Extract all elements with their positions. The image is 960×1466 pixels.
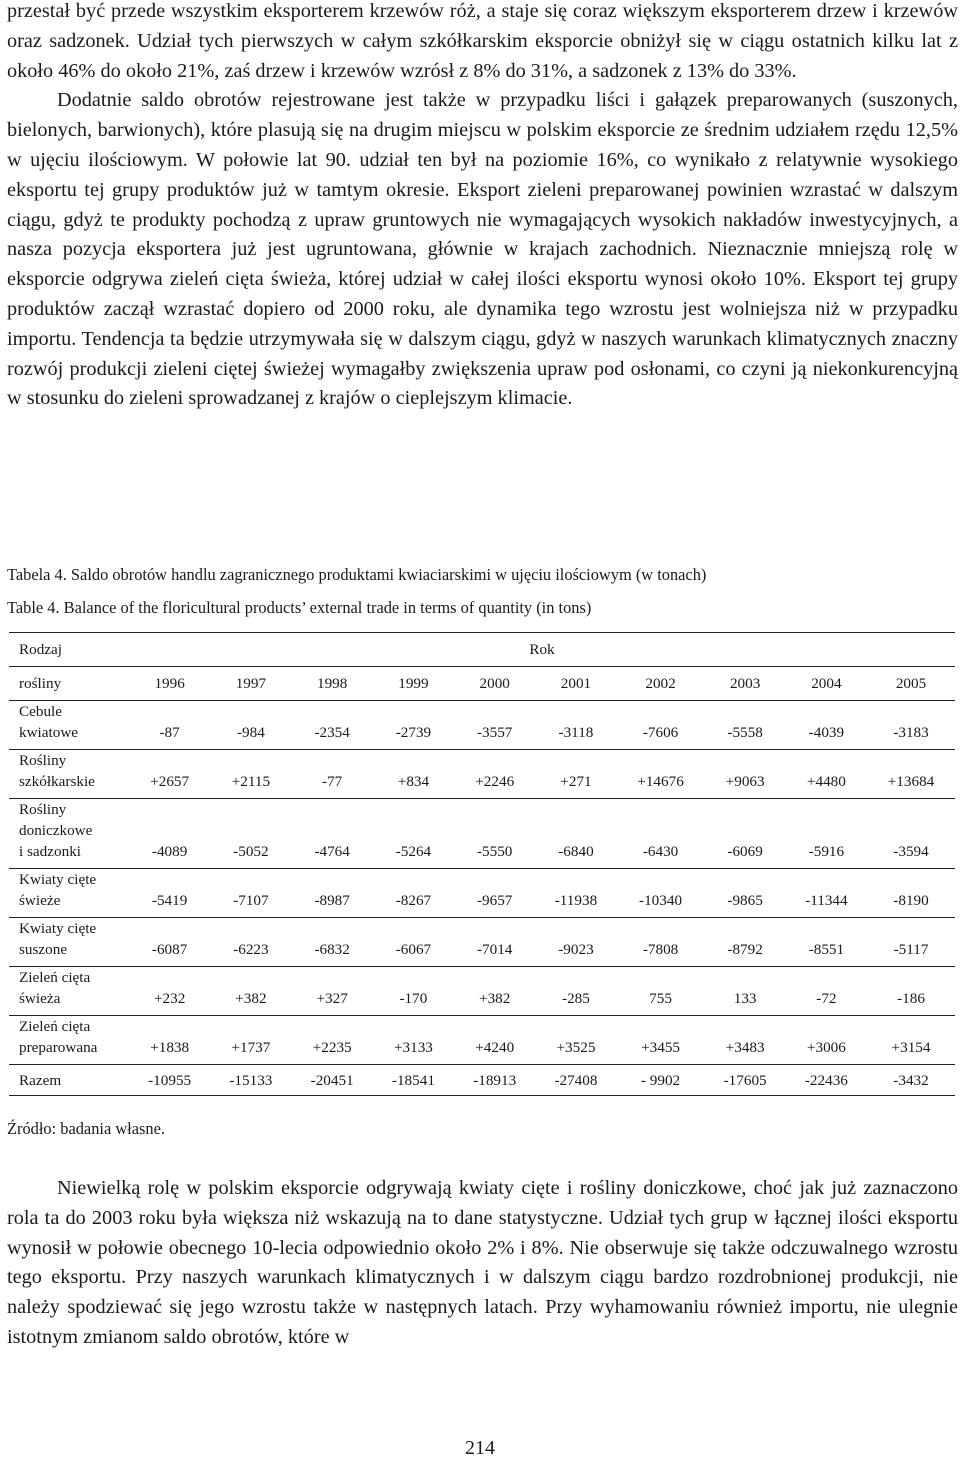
table-cell: +9063 [705, 750, 786, 799]
table-cell: -285 [535, 967, 616, 1016]
year-header: 2002 [617, 667, 705, 701]
table-cell: +232 [129, 967, 210, 1016]
table-cell: +271 [535, 750, 616, 799]
table-cell: -984 [210, 701, 291, 750]
table-source: Źródło: badania własne. [7, 1119, 165, 1138]
row-label-line: kwiatowe [19, 724, 79, 741]
table-cell: +1838 [129, 1016, 210, 1065]
total-label: Razem [9, 1065, 129, 1096]
table-cell: -6840 [535, 799, 616, 869]
page-number: 214 [465, 1437, 495, 1459]
table-cell: -3557 [454, 701, 535, 750]
total-cell: -22436 [786, 1065, 867, 1096]
table-cell: +2235 [292, 1016, 373, 1065]
header-year: Rok [129, 633, 955, 667]
table-cell: -6087 [129, 918, 210, 967]
table-cell: -7014 [454, 918, 535, 967]
table-cell: +13684 [867, 750, 955, 799]
table-cell: -5558 [705, 701, 786, 750]
total-cell: -10955 [129, 1065, 210, 1096]
total-cell: -27408 [535, 1065, 616, 1096]
row-label-line: świeże [19, 892, 61, 909]
table-cell: +14676 [617, 750, 705, 799]
row-label-line: Kwiaty cięte [19, 871, 97, 888]
table-cell: -87 [129, 701, 210, 750]
table-cell: -2739 [373, 701, 454, 750]
table-row [9, 750, 955, 799]
body-paragraph-1 [7, 0, 958, 414]
row-label-line: świeża [19, 990, 61, 1007]
table-row [9, 967, 955, 1016]
table-cell: -77 [292, 750, 373, 799]
table-cell: -5419 [129, 869, 210, 918]
table-cell: -3594 [867, 799, 955, 869]
table-cell: -8987 [292, 869, 373, 918]
table-cell: 755 [617, 967, 705, 1016]
table-cell: +2657 [129, 750, 210, 799]
table-row [9, 918, 955, 967]
table-cell: -11938 [535, 869, 616, 918]
row-label [9, 701, 129, 750]
row-label-line: Rośliny [19, 752, 67, 769]
table-cell: -7107 [210, 869, 291, 918]
row-label-line: i sadzonki [19, 843, 82, 860]
total-cell: -15133 [210, 1065, 291, 1096]
row-label-line: suszone [19, 941, 68, 958]
table-cell: +4240 [454, 1016, 535, 1065]
year-header: 2000 [454, 667, 535, 701]
table-cell: +834 [373, 750, 454, 799]
table-caption-pl: Tabela 4. Saldo obrotów handlu zagranicznego produktami kwiaciarskimi w ujęciu ilościowym (w tonach) [7, 565, 707, 584]
table-cell: +3133 [373, 1016, 454, 1065]
trade-balance-table [9, 632, 955, 1096]
total-cell: -18913 [454, 1065, 535, 1096]
table-cell: -6067 [373, 918, 454, 967]
table-cell: +2115 [210, 750, 291, 799]
row-label-line: Rośliny [19, 801, 67, 818]
row-label [9, 750, 129, 799]
total-cell: -20451 [292, 1065, 373, 1096]
total-cell: -18541 [373, 1065, 454, 1096]
row-label-line: Zieleń cięta [19, 1018, 91, 1035]
table-row [9, 869, 955, 918]
table-cell: 133 [705, 967, 786, 1016]
header-type-2: rośliny [9, 667, 129, 701]
row-label-line: preparowana [19, 1039, 98, 1056]
table-cell: +3525 [535, 1016, 616, 1065]
table-cell: -9657 [454, 869, 535, 918]
total-cell: - 9902 [617, 1065, 705, 1096]
paragraph-1-part-2: Dodatnie saldo obrotów rejestrowane jest także w przypadku liści i gałązek preparowanych (suszonych, bielonych, barwionych), które plasują się na drugim miejscu w polskim eksporcie ze średnim udziałem rzędu 12,5% w ujęciu ilościowym. W połowie lat 90. udział ten był na poziomie 16%, co wynikało z relatywnie wysokiego eksportu tej grupy produktów już w tamtym okresie. Eksport zieleni preparowanej powinien wzrastać w dalszym ciągu, gdyż te produkty pochodzą z upraw gruntowych nie wymagających wysokich nakładów inwestycyjnych, a nasza pozycja eksportera już jest ugruntowana, głównie w krajach zachodnich. Nieznacznie mniejszą rolę w eksporcie odgrywa zieleń cięta świeża, której udział w całej ilości eksportu wynosi około 10%. Eksport tej grupy produktów zaczął wzrastać dopiero od 2000 roku, ale dynamika tego wzrostu jest wolniejsza niż w przypadku importu. Tendencja ta będzie utrzymywała się w dalszym ciągu, gdyż w naszych warunkach klimatycznych znaczny rozwój produkcji zieleni ciętej świeżej wymagałby zwiększenia upraw pod osłonami, co czyni ją niekonkurencyjną w stosunku do zieleni sprowadzanej z krajów o cieplejszym klimacie. [7, 89, 958, 410]
table-cell: +327 [292, 967, 373, 1016]
table-cell: -3118 [535, 701, 616, 750]
table-cell: +3483 [705, 1016, 786, 1065]
table-total-row [9, 1065, 955, 1096]
row-label-line: szkółkarskie [19, 773, 95, 790]
table-cell: -6223 [210, 918, 291, 967]
total-cell: -3432 [867, 1065, 955, 1096]
year-header: 2004 [786, 667, 867, 701]
table-cell: -7808 [617, 918, 705, 967]
row-label [9, 1016, 129, 1065]
row-label-line: Zieleń cięta [19, 969, 91, 986]
table-cell: -9865 [705, 869, 786, 918]
row-label-line: doniczkowe [19, 822, 93, 839]
total-cell: -17605 [705, 1065, 786, 1096]
header-type: Rodzaj [9, 633, 129, 667]
paragraph-2-text: Niewielką rolę w polskim eksporcie odgrywają kwiaty cięte i rośliny doniczkowe, choć jak już zaznaczono rola ta do 2003 roku była większa niż wskazują na to dane statystyczne. Udział tych grup w łącznej ilości eksportu wynosił w połowie obecnego 10-lecia odpowiednio około 2% i 8%. Nie obserwuje się także odczuwalnego wzrostu tego eksportu. Przy naszych warunkach klimatycznych i w dalszym ciągu bardzo rozdrobnionej produkcji, nie należy spodziewać się jego wzrostu także w następnych latach. Przy wyhamowaniu również importu, nie ulegnie istotnym zmianom saldo obrotów, które w [7, 1177, 958, 1348]
table-cell: -2354 [292, 701, 373, 750]
row-label-line: Cebule [19, 703, 63, 720]
table-cell: +3154 [867, 1016, 955, 1065]
table-cell: -8190 [867, 869, 955, 918]
table-cell: -5117 [867, 918, 955, 967]
row-label [9, 869, 129, 918]
year-header: 1996 [129, 667, 210, 701]
year-header: 1997 [210, 667, 291, 701]
year-header: 1999 [373, 667, 454, 701]
table-years-row [9, 667, 955, 701]
table-header-row [9, 633, 955, 667]
row-label [9, 799, 129, 869]
table-cell: -5264 [373, 799, 454, 869]
table-cell: +2246 [454, 750, 535, 799]
table-cell: +3006 [786, 1016, 867, 1065]
table-cell: -4089 [129, 799, 210, 869]
table-cell: -5916 [786, 799, 867, 869]
table-cell: -6069 [705, 799, 786, 869]
table-row [9, 1016, 955, 1065]
table-cell: +382 [210, 967, 291, 1016]
table-cell: -7606 [617, 701, 705, 750]
table-cell: +382 [454, 967, 535, 1016]
table-cell: -10340 [617, 869, 705, 918]
table-cell: -6430 [617, 799, 705, 869]
table-cell: -5052 [210, 799, 291, 869]
table-row [9, 799, 955, 869]
table-cell: +3455 [617, 1016, 705, 1065]
table-cell: -3183 [867, 701, 955, 750]
table-cell: -186 [867, 967, 955, 1016]
table-cell: -8267 [373, 869, 454, 918]
year-header: 2005 [867, 667, 955, 701]
table-cell: -4039 [786, 701, 867, 750]
table-cell: +1737 [210, 1016, 291, 1065]
table-cell: -8792 [705, 918, 786, 967]
table-cell: -6832 [292, 918, 373, 967]
row-label-line: Kwiaty cięte [19, 920, 97, 937]
year-header: 1998 [292, 667, 373, 701]
table-row [9, 701, 955, 750]
paragraph-1-part-1: przestał być przede wszystkim eksporterem krzewów róż, a staje się coraz większym eksporterem drzew i krzewów oraz sadzonek. Udział tych pierwszych w całym szkółkarskim eksporcie obniżył się w ciągu ostatnich kilku lat z około 46% do około 21%, zaś drzew i krzewów wzrósł z 8% do 31%, a sadzonek z 13% do 33%. [7, 0, 958, 82]
year-header: 2003 [705, 667, 786, 701]
table-cell: -170 [373, 967, 454, 1016]
table-cell: -5550 [454, 799, 535, 869]
table-cell: -72 [786, 967, 867, 1016]
year-header: 2001 [535, 667, 616, 701]
table-cell: -9023 [535, 918, 616, 967]
table-cell: -8551 [786, 918, 867, 967]
row-label [9, 918, 129, 967]
table-caption-en: Table 4. Balance of the floricultural products’ external trade in terms of quantity (in tons) [7, 598, 592, 617]
row-label [9, 967, 129, 1016]
table-cell: -11344 [786, 869, 867, 918]
table-cell: -4764 [292, 799, 373, 869]
body-paragraph-2 [7, 1174, 958, 1353]
table-cell: +4480 [786, 750, 867, 799]
